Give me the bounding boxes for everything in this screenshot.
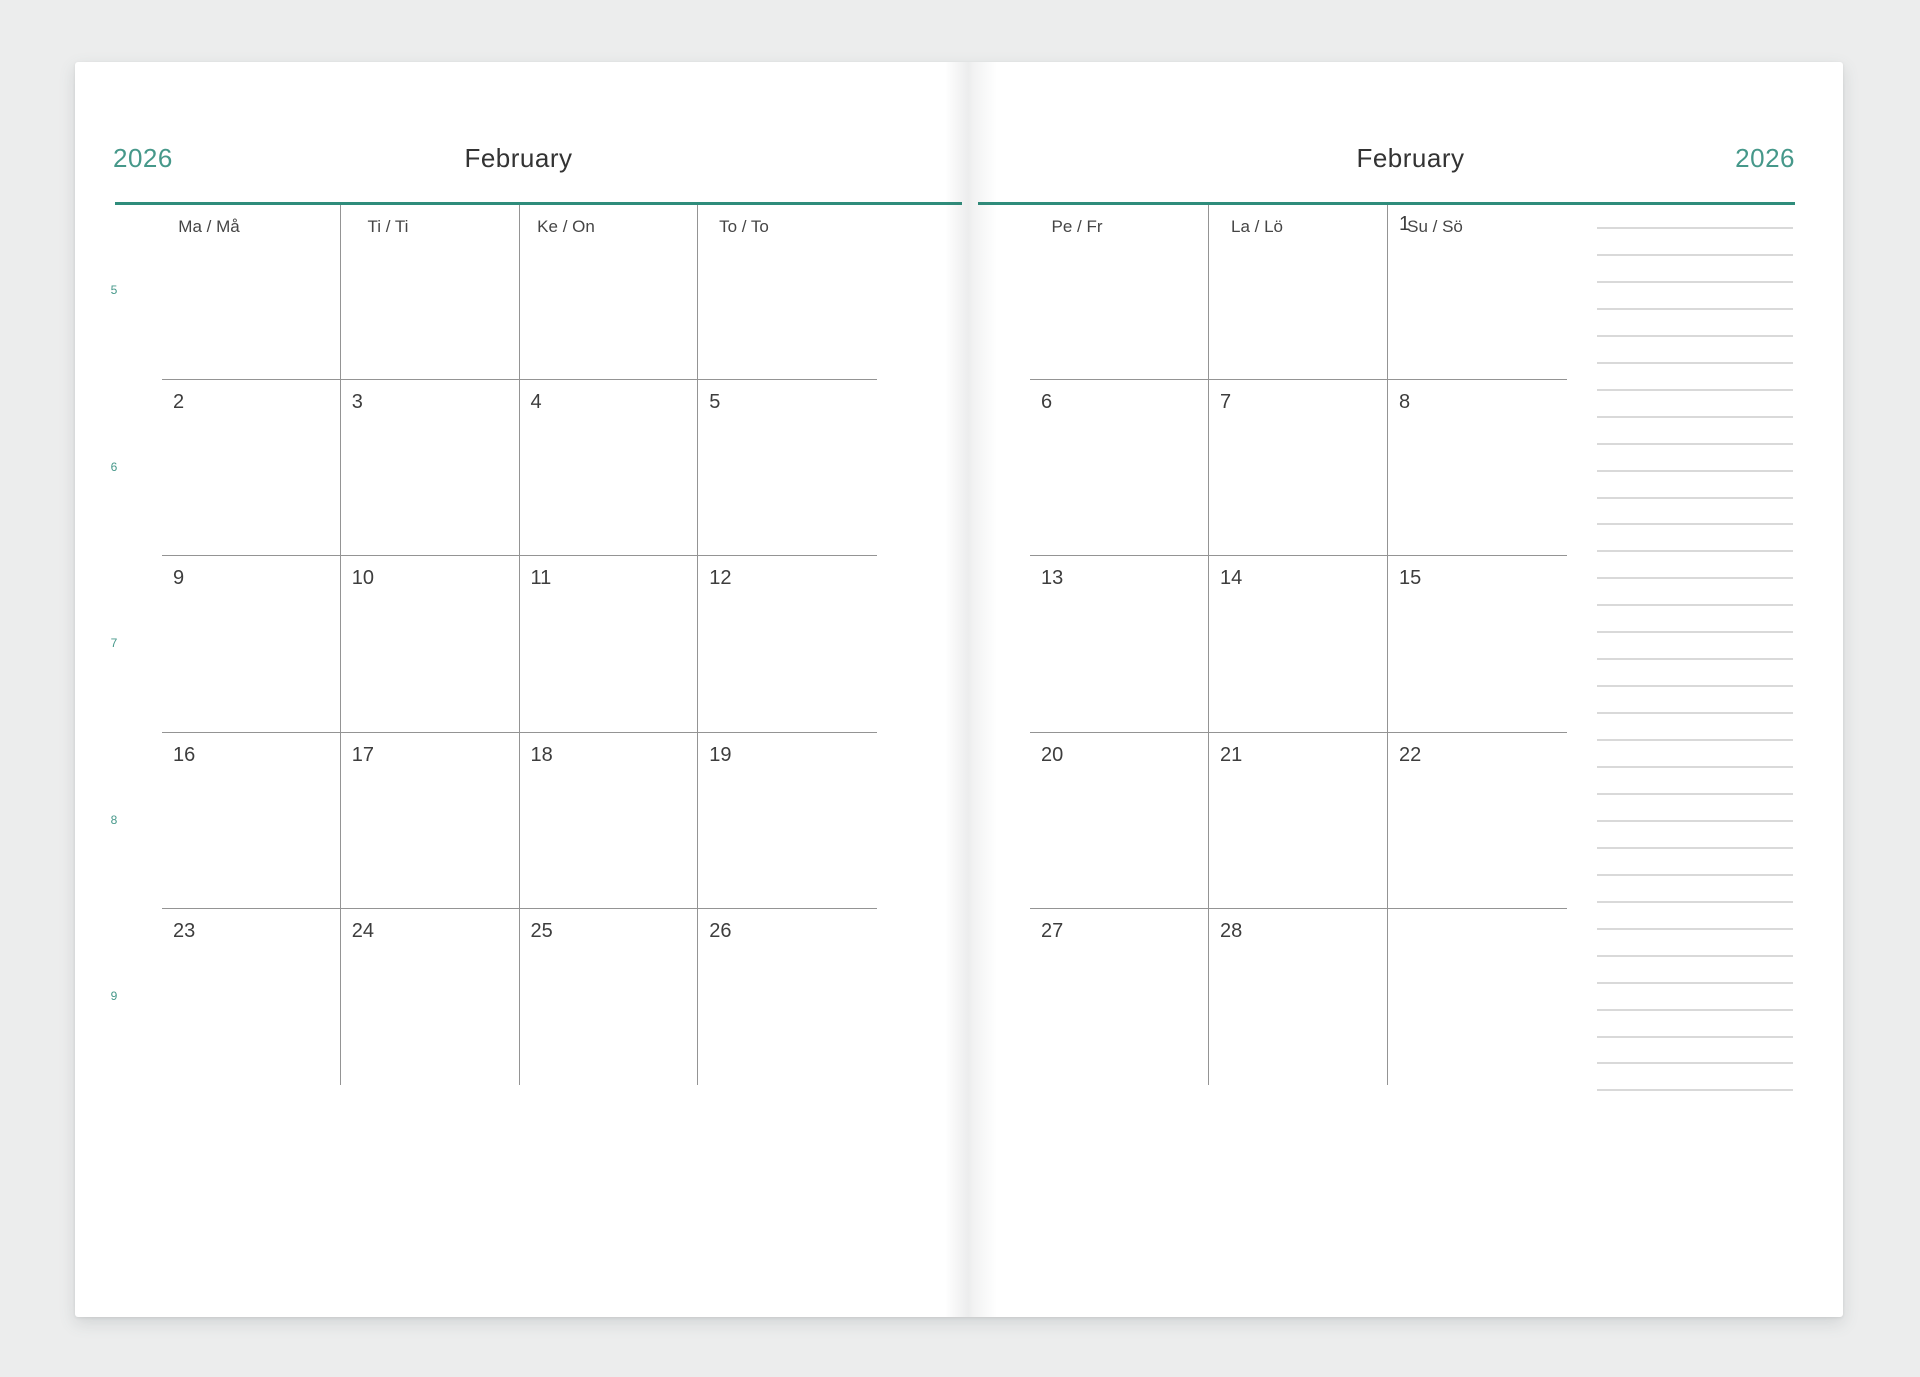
date-cell: 23 (162, 908, 341, 1085)
year-label-left: 2026 (113, 143, 173, 173)
date-cell (341, 202, 520, 379)
date-cell: 28 (1209, 908, 1388, 1085)
notes-line (1597, 901, 1793, 903)
date-cell: 10 (341, 555, 520, 732)
date-cell: 19 (698, 732, 877, 909)
date-cell: 3 (341, 379, 520, 556)
date-cell (162, 202, 341, 379)
day-header-wednesday: Ke / On (537, 217, 595, 236)
date-cell: 2 (162, 379, 341, 556)
notes-line (1597, 389, 1793, 391)
date-cell: 9 (162, 555, 341, 732)
day-header-thursday: To / To (719, 217, 769, 236)
date-cell (1209, 202, 1388, 379)
notes-lines (1597, 227, 1793, 1093)
notes-line (1597, 523, 1793, 525)
date-cell: 1 (1399, 213, 1411, 235)
week-number: 9 (110, 989, 118, 1003)
week-number: 7 (110, 636, 118, 650)
date-cell: 18 (520, 732, 699, 909)
notes-line (1597, 335, 1793, 337)
notes-line (1597, 416, 1793, 418)
notes-line (1597, 793, 1793, 795)
date-cell: 11 (520, 555, 699, 732)
date-cell: 17 (341, 732, 520, 909)
date-cell: 8 (1388, 379, 1567, 556)
notes-line (1597, 1062, 1793, 1064)
notes-line (1597, 577, 1793, 579)
notes-line (1597, 550, 1793, 552)
date-cell: 12 (698, 555, 877, 732)
week-number: 6 (110, 460, 118, 474)
date-cell: 13 (1030, 555, 1209, 732)
date-cell: 5 (698, 379, 877, 556)
notes-line (1597, 1009, 1793, 1011)
date-cell (698, 202, 877, 379)
date-cell: 16 (162, 732, 341, 909)
notes-line (1597, 281, 1793, 283)
notes-line (1597, 254, 1793, 256)
notes-line (1597, 739, 1793, 741)
day-header-tuesday: Ti / Ti (367, 217, 409, 236)
date-cell: 22 (1388, 732, 1567, 909)
notes-line (1597, 928, 1793, 930)
date-cell (1030, 202, 1209, 379)
date-cell: 25 (520, 908, 699, 1085)
notes-line (1597, 470, 1793, 472)
date-cell: 14 (1209, 555, 1388, 732)
gutter-shadow (945, 62, 997, 1317)
header-rule-left (115, 202, 962, 205)
date-cell: 4 (520, 379, 699, 556)
date-cell: 27 (1030, 908, 1209, 1085)
notes-line (1597, 658, 1793, 660)
notes-line (1597, 497, 1793, 499)
notes-line (1597, 955, 1793, 957)
day-header-friday: Pe / Fr (1051, 217, 1103, 236)
month-title-left: February (464, 143, 573, 173)
day-header-sunday: Su / Sö (1407, 217, 1463, 236)
date-cell: 20 (1030, 732, 1209, 909)
notes-line (1597, 631, 1793, 633)
date-cell: 7 (1209, 379, 1388, 556)
date-cell: 24 (341, 908, 520, 1085)
notes-line (1597, 712, 1793, 714)
notes-line (1597, 308, 1793, 310)
notes-line (1597, 982, 1793, 984)
week-number: 8 (110, 813, 118, 827)
day-header-saturday: La / Lö (1231, 217, 1283, 236)
notes-line (1597, 604, 1793, 606)
notes-line (1597, 820, 1793, 822)
notes-line (1597, 685, 1793, 687)
date-cell: 21 (1209, 732, 1388, 909)
year-label-right: 2026 (1735, 143, 1795, 173)
notes-line (1597, 1036, 1793, 1038)
day-header-monday: Ma / Må (178, 217, 240, 236)
notes-line (1597, 362, 1793, 364)
notes-line (1597, 847, 1793, 849)
date-cell: 26 (698, 908, 877, 1085)
date-cell (520, 202, 699, 379)
header-rule-right (978, 202, 1795, 205)
date-cell: 6 (1030, 379, 1209, 556)
date-cell (1388, 908, 1567, 1085)
planner-spread (75, 62, 1843, 1317)
calendar-grid-right (1030, 202, 1567, 1085)
notes-line (1597, 874, 1793, 876)
calendar-grid-left (162, 202, 877, 1085)
notes-line (1597, 1089, 1793, 1091)
date-cell: 15 (1388, 555, 1567, 732)
notes-line (1597, 443, 1793, 445)
week-number: 5 (110, 283, 118, 297)
month-title-right: February (1356, 143, 1465, 173)
notes-line (1597, 766, 1793, 768)
notes-line (1597, 227, 1793, 229)
